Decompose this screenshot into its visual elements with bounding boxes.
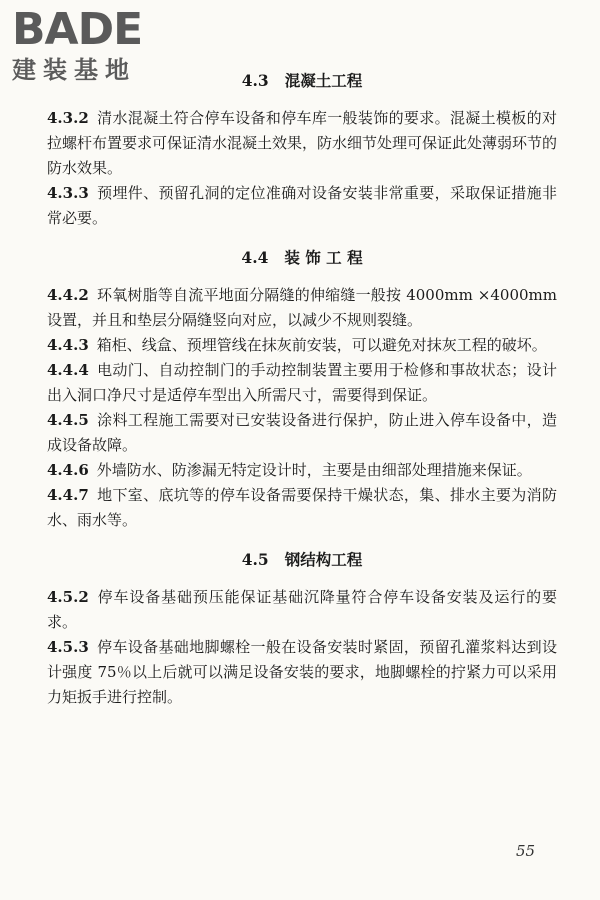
clause-number: 4.4.2 [47,286,89,304]
clause-4-5-3 [47,635,557,710]
clause-text: 涂料工程施工需要对已安装设备进行保护，防止进入停车设备中，造成设备故障。 [47,411,557,454]
section-title-4-3 [47,68,557,93]
clause-number: 4.4.3 [47,336,89,354]
clause-text: 外墙防水、防渗漏无特定设计时，主要是由细部处理措施来保证。 [96,461,532,479]
logo-subtitle: 建装基地 [12,56,136,84]
clause-4-4-3 [47,333,557,358]
clause-number: 4.5.3 [47,638,89,656]
clause-text: 电动门、自动控制门的手动控制装置主要用于检修和事故状态；设计出入洞口净尺寸是适停车型出入所需尺寸，需要得到保证。 [47,361,557,404]
clause-4-4-5 [47,408,557,458]
page-number: 55 [516,842,536,860]
clause-4-4-2 [47,283,557,333]
clause-4-4-6 [47,458,557,483]
section-number: 4.4 [241,248,269,267]
clause-number: 4.4.7 [47,486,89,504]
section-title-text: 钢结构工程 [284,550,363,569]
section-title-text: 混凝土工程 [284,71,363,90]
page-content [47,68,557,710]
section-title-4-4 [47,245,557,270]
clause-text: 环氧树脂等自流平地面分隔缝的伸缩缝一般按 4000mm ×4000mm 设置，并且和垫层分隔缝竖向对应，以减少不规则裂缝。 [47,286,557,329]
clause-4-3-3 [47,181,557,231]
section-number: 4.5 [241,550,269,569]
clause-number: 4.3.2 [47,109,89,127]
clause-4-4-7 [47,483,557,533]
clause-4-4-4 [47,358,557,408]
clause-4-5-2 [47,585,557,635]
clause-number: 4.4.4 [47,361,89,379]
clause-number: 4.4.5 [47,411,89,429]
clause-4-3-2 [47,106,557,181]
section-title-4-5 [47,547,557,572]
section-number: 4.3 [241,71,269,90]
clause-text: 清水混凝土符合停车设备和停车库一般装饰的要求。混凝土模板的对拉螺杆布置要求可保证清水混凝土效果，防水细节处理可保证此处薄弱环节的防水效果。 [47,109,558,177]
section-title-text: 装 饰 工 程 [284,248,363,267]
clause-number: 4.3.3 [47,184,89,202]
clause-text: 停车设备基础预压能保证基础沉降量符合停车设备安装及运行的要求。 [47,588,557,631]
clause-text: 地下室、底坑等的停车设备需要保持干燥状态，集、排水主要为消防水、雨水等。 [47,486,557,529]
clause-number: 4.4.6 [47,461,89,479]
clause-text: 预埋件、预留孔洞的定位准确对设备安装非常重要，采取保证措施非常必要。 [47,184,557,227]
logo-wordmark: BADE [12,4,143,55]
clause-text: 停车设备基础地脚螺栓一般在设备安装时紧固，预留孔灌浆料达到设计强度 75％以上后就可以满足设备安装的要求，地脚螺栓的拧紧力可以采用力矩扳手进行控制。 [47,638,557,706]
clause-text: 箱柜、线盒、预埋管线在抹灰前安装，可以避免对抹灰工程的破坏。 [96,336,547,354]
clause-number: 4.5.2 [47,588,89,606]
